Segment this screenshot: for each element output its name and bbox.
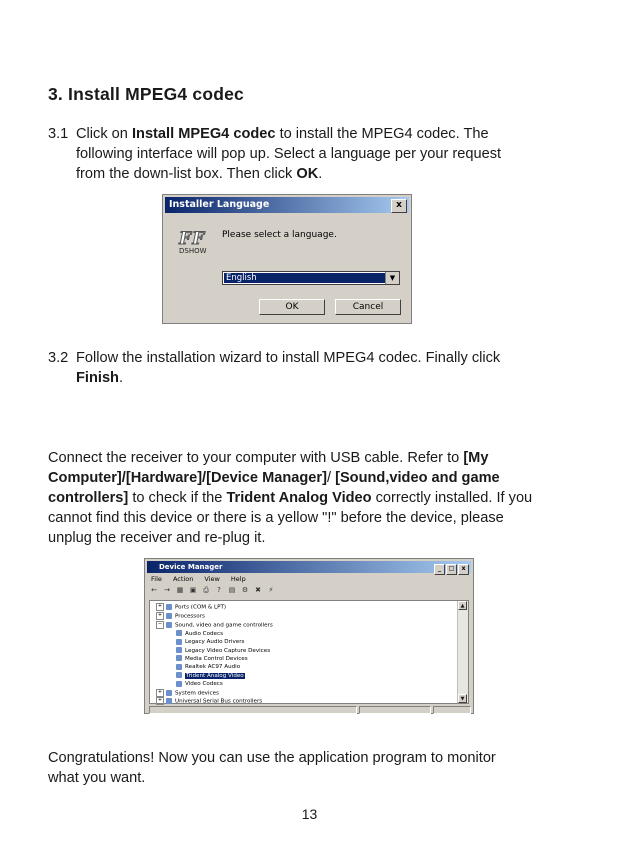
scroll-down-icon[interactable]: ▼ [458,694,467,703]
ffdshow-logo [179,229,211,255]
minimize-icon[interactable]: _ [434,564,445,575]
paragraph-line: Connect the receiver to your computer with USB cable. Refer to [My [48,450,489,466]
window-title-bar [147,561,471,573]
scan-icon[interactable]: ⚙ [241,586,249,594]
step-number: 3.2 [48,350,69,366]
device-icon [176,681,182,687]
close-icon[interactable]: x [458,564,469,575]
logo-subtext: DSHOW [179,247,207,255]
step-line: Finish. [76,370,124,386]
device-icon [176,647,182,653]
paragraph-line: Congratulations! Now you can use the application program to monitor [48,750,496,766]
paragraph-line: cannot find this device or there is a yellow "!" before the device, please [48,510,504,526]
tree-node-ports[interactable]: + Ports (COM & LPT) [157,603,227,611]
congrats-paragraph [48,748,608,788]
step-line: from the down-list box. Then click OK. [76,166,323,182]
ok-button[interactable]: OK [259,299,325,315]
status-pane [149,706,357,714]
logo-mark: FF [179,229,206,249]
maximize-icon[interactable]: □ [446,564,457,575]
tree-node-sound[interactable]: − Sound, video and game controllers [157,620,273,629]
status-pane [359,706,431,714]
paragraph-line: what you want. [48,770,146,786]
system-icon [166,690,172,696]
back-icon[interactable]: ← [151,586,157,594]
status-bar [149,706,469,713]
help-icon[interactable]: ? [217,586,221,594]
menu-file[interactable]: File [151,575,162,583]
dialog-title: Installer Language [169,199,270,210]
usb-icon [166,698,172,704]
tree-item-trident[interactable]: Trident Analog Video [156,672,273,680]
scroll-up-icon[interactable]: ▲ [458,601,467,610]
port-icon [166,604,172,610]
list-icon[interactable]: ▤ [228,586,236,594]
device-icon [176,630,182,636]
step-line: Follow the installation wizard to install MPEG4 codec. Finally click [76,350,501,366]
tree-item-media-control[interactable]: Media Control Devices [156,655,273,663]
installer-language-dialog [162,194,412,324]
sound-icon [166,622,172,628]
language-prompt: Please select a language. [222,230,337,240]
window-title: Device Manager [159,563,223,571]
view-icon[interactable]: ▦ [176,586,184,594]
menu-action[interactable]: Action [172,575,194,583]
menu-help[interactable]: Help [230,575,246,583]
paragraph-line: Computer]/[Hardware]/[Device Manager]/ [Sound,video and game [48,470,500,486]
language-select[interactable] [222,271,400,285]
selected-language: English [224,273,385,283]
device-icon [176,639,182,645]
toolbar [149,586,469,598]
update-icon[interactable]: ⚡ [268,586,274,594]
close-icon[interactable]: x [391,199,407,213]
step-3-1 [0,124,619,186]
dialog-title-bar [165,197,409,213]
status-pane [433,706,471,714]
print-icon[interactable]: ⎙ [203,586,209,594]
device-manager-window [144,558,474,714]
tree-item-audio-codecs[interactable]: Audio Codecs [156,630,273,638]
tree-node-processors[interactable]: + Processors [157,611,205,620]
uninstall-icon[interactable]: ✖ [255,586,261,594]
vertical-scrollbar[interactable] [457,601,468,703]
tree-item-legacy-video[interactable]: Legacy Video Capture Devices [156,647,273,655]
step-line: Click on Install MPEG4 codec to install the MPEG4 codec. The [76,126,489,142]
step-number: 3.1 [48,126,69,142]
device-icon [176,672,182,678]
properties-icon[interactable]: ▣ [189,586,197,594]
step-3-2 [0,348,619,390]
menu-view[interactable]: View [204,575,220,583]
menu-bar [151,575,255,583]
device-tree-panel [149,600,469,704]
tree-item-video-codecs[interactable]: Video Codecs [156,680,273,688]
paragraph-line: controllers] to check if the Trident Analog Video correctly installed. If you [48,490,533,506]
section-heading: 3. Install MPEG4 codec [48,84,244,104]
tree-node-system[interactable]: + System devices [157,688,219,697]
chevron-down-icon[interactable]: ▼ [385,272,399,284]
tree-item-legacy-audio[interactable]: Legacy Audio Drivers [156,638,273,646]
window-buttons [433,562,469,575]
connect-paragraph [48,448,608,548]
cancel-button[interactable]: Cancel [335,299,401,315]
forward-icon[interactable]: → [164,586,170,594]
tree-item-realtek[interactable]: Realtek AC97 Audio [156,663,273,671]
page-number: 13 [301,806,318,822]
processor-icon [166,613,172,619]
device-icon [176,664,182,670]
device-icon [176,655,182,661]
tree-node-usb[interactable]: + Universal Serial Bus controllers [157,697,263,705]
step-line: following interface will pop up. Select a language per your request [76,146,502,162]
paragraph-line: unplug the receiver and re-plug it. [48,530,266,546]
device-tree [156,603,273,706]
